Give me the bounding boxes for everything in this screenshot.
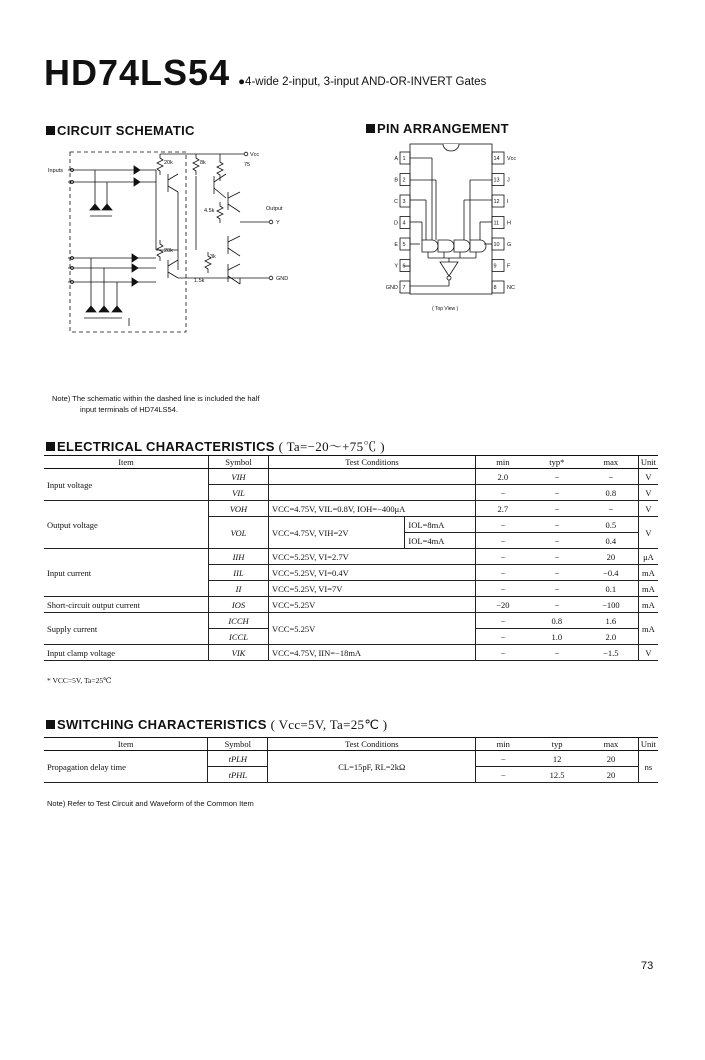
pin-signal: NC bbox=[507, 285, 515, 291]
unit-cell: V bbox=[638, 645, 658, 661]
pin-signal: B bbox=[394, 177, 398, 184]
max-cell: 20 bbox=[584, 549, 639, 565]
col-symbol: Symbol bbox=[209, 456, 269, 469]
item-cell: Input voltage bbox=[44, 469, 209, 501]
symbol-cell: VIK bbox=[209, 645, 269, 661]
max-cell: 20 bbox=[584, 767, 638, 783]
note-line-1: Note) The schematic within the dashed line is included the half bbox=[52, 394, 260, 403]
cond-cell: VCC=5.25V, VI=7V bbox=[269, 581, 476, 597]
symbol-cell: tPLH bbox=[208, 751, 268, 767]
col-item: Item bbox=[44, 738, 208, 751]
max-cell: 2.0 bbox=[584, 629, 639, 645]
pin-number: 3 bbox=[402, 199, 406, 205]
unit-cell: V bbox=[638, 485, 658, 501]
subcond-cell: IOL=8mA bbox=[405, 517, 475, 533]
unit-cell: V bbox=[638, 501, 658, 517]
pin-signal: GND bbox=[385, 285, 398, 291]
min-cell: − bbox=[475, 645, 530, 661]
pin-number: 11 bbox=[493, 220, 500, 227]
pin-number: 12 bbox=[493, 199, 500, 205]
circuit-schematic bbox=[44, 140, 304, 340]
typ-cell: − bbox=[530, 565, 584, 581]
col-min: min bbox=[475, 456, 530, 469]
table-row bbox=[44, 469, 658, 485]
min-cell: 2.7 bbox=[475, 501, 530, 517]
elec-header-row bbox=[44, 456, 658, 469]
item-cell: Output voltage bbox=[44, 501, 209, 549]
r3k-label: 3k bbox=[210, 254, 216, 260]
cond-cell: VCC=5.25V, VI=2.7V bbox=[269, 549, 476, 565]
table-row bbox=[44, 549, 658, 565]
min-cell: 2.0 bbox=[475, 469, 530, 485]
pin-arrangement-diagram bbox=[380, 140, 530, 318]
max-cell: −100 bbox=[584, 597, 639, 613]
typ-cell: − bbox=[530, 581, 584, 597]
min-cell: − bbox=[475, 581, 530, 597]
unit-cell: mA bbox=[638, 597, 658, 613]
min-cell: −20 bbox=[475, 597, 530, 613]
col-item: Item bbox=[44, 456, 209, 469]
title-block bbox=[44, 52, 486, 94]
pin-number: 6 bbox=[402, 263, 406, 270]
schematic-note bbox=[52, 393, 259, 415]
col-symbol: Symbol bbox=[208, 738, 268, 751]
unit-cell: mA bbox=[638, 581, 658, 597]
inputs-label: Inputs bbox=[48, 168, 63, 174]
max-cell: − bbox=[584, 501, 639, 517]
min-cell: − bbox=[476, 751, 530, 767]
min-cell: − bbox=[475, 517, 530, 533]
unit-cell: μA bbox=[638, 549, 658, 565]
part-description: ●4-wide 2-input, 3-input AND-OR-INVERT Gates bbox=[238, 76, 487, 88]
table-row bbox=[44, 501, 658, 517]
pin-signal: I bbox=[507, 199, 509, 205]
unit-cell: mA bbox=[638, 565, 658, 581]
pin-number: 5 bbox=[402, 242, 406, 248]
pin-number: 1 bbox=[402, 156, 406, 162]
circuit-schematic-heading: CIRCUIT SCHEMATIC bbox=[46, 123, 195, 138]
pin-signal: G bbox=[507, 242, 512, 248]
y-label: Y bbox=[276, 220, 280, 226]
pin-signal: D bbox=[394, 220, 398, 227]
symbol-cell: VOH bbox=[209, 501, 269, 517]
cond-cell: VCC=4.75V, IIN=−18mA bbox=[269, 645, 476, 661]
switching-characteristics-heading: SWITCHING CHARACTERISTICS ( Vcc=5V, Ta=25℃ ) bbox=[46, 717, 387, 733]
min-cell: − bbox=[475, 549, 530, 565]
item-cell: Propagation delay time bbox=[44, 751, 208, 783]
col-unit: Unit bbox=[638, 738, 658, 751]
item-cell: Short-circuit output current bbox=[44, 597, 209, 613]
typ-cell: 12 bbox=[530, 751, 584, 767]
max-cell: 1.6 bbox=[584, 613, 639, 629]
typ-cell: − bbox=[530, 485, 584, 501]
pin-signal: A bbox=[394, 156, 398, 162]
table-row bbox=[44, 645, 658, 661]
pin-signal: F bbox=[507, 263, 511, 270]
part-number: HD74LS54 bbox=[44, 52, 231, 93]
top-view-caption: ( Top View ) bbox=[432, 306, 459, 312]
typ-cell: − bbox=[530, 517, 584, 533]
pin-number: 10 bbox=[493, 242, 500, 248]
pin-number: 4 bbox=[402, 220, 406, 227]
typ-cell: 1.0 bbox=[530, 629, 584, 645]
cond-cell bbox=[269, 485, 476, 501]
typ-cell: 0.8 bbox=[530, 613, 584, 629]
pin-number: 2 bbox=[402, 177, 406, 184]
min-cell: − bbox=[475, 613, 530, 629]
switch-header-row bbox=[44, 738, 658, 751]
symbol-cell: tPHL bbox=[208, 767, 268, 783]
gnd-label: GND bbox=[276, 276, 289, 282]
pin-number: 9 bbox=[493, 263, 497, 270]
max-cell: −1.5 bbox=[584, 645, 639, 661]
pin-signal: Vcc bbox=[507, 156, 517, 162]
pin-signal: Y bbox=[394, 263, 398, 270]
r20k-bottom-label: 20k bbox=[164, 248, 173, 254]
max-cell: − bbox=[584, 469, 639, 485]
max-cell: 0.8 bbox=[584, 485, 639, 501]
symbol-cell: II bbox=[209, 581, 269, 597]
unit-cell: ns bbox=[638, 751, 658, 783]
pin-number: 8 bbox=[493, 285, 497, 291]
symbol-cell: ICCH bbox=[209, 613, 269, 629]
cond-cell: VCC=4.75V, VIL=0.8V, IOH=−400μA bbox=[269, 501, 476, 517]
pin-number: 7 bbox=[402, 285, 406, 291]
min-cell: − bbox=[475, 565, 530, 581]
r15k-label: 1.5k bbox=[194, 278, 205, 284]
note-line-2: input terminals of HD74LS54. bbox=[80, 405, 178, 414]
symbol-cell: ICCL bbox=[209, 629, 269, 645]
pin-number: 14 bbox=[493, 156, 500, 162]
typ-cell: − bbox=[530, 549, 584, 565]
max-cell: −0.4 bbox=[584, 565, 639, 581]
r8k-label: 8k bbox=[200, 160, 206, 166]
max-cell: 0.1 bbox=[584, 581, 639, 597]
r45k-label: 4.5k bbox=[204, 208, 215, 214]
r75-label: 75 bbox=[244, 162, 251, 168]
output-label: Output bbox=[266, 206, 283, 212]
pin-arrangement-heading: PIN ARRANGEMENT bbox=[366, 121, 509, 136]
symbol-cell: VOL bbox=[209, 517, 269, 549]
pin-signal: J bbox=[507, 177, 510, 184]
col-typ: typ bbox=[530, 738, 584, 751]
vcc-label: Vcc bbox=[250, 152, 260, 158]
cond-cell: VCC=5.25V bbox=[269, 597, 476, 613]
unit-cell: mA bbox=[638, 613, 658, 645]
pin-signal: C bbox=[394, 199, 398, 205]
table-row bbox=[44, 613, 658, 629]
pin-signal: E bbox=[394, 242, 398, 248]
col-max: max bbox=[584, 456, 639, 469]
pin-signal: H bbox=[507, 220, 511, 227]
cond-cell: VCC=4.75V, VIH=2V bbox=[269, 517, 405, 549]
col-min: min bbox=[476, 738, 530, 751]
min-cell: − bbox=[475, 629, 530, 645]
symbol-cell: VIL bbox=[209, 485, 269, 501]
typ-cell: 12.5 bbox=[530, 767, 584, 783]
typ-footnote: * VCC=5V, Ta=25℃ bbox=[47, 676, 112, 685]
min-cell: − bbox=[476, 767, 530, 783]
cond-cell: VCC=5.25V bbox=[269, 613, 476, 645]
table-row bbox=[44, 751, 658, 767]
symbol-cell: VIH bbox=[209, 469, 269, 485]
switching-characteristics-table bbox=[44, 737, 658, 783]
cond-cell: CL=15pF, RL=2kΩ bbox=[268, 751, 476, 783]
max-cell: 0.5 bbox=[584, 517, 639, 533]
max-cell: 20 bbox=[584, 751, 638, 767]
electrical-characteristics-heading: ELECTRICAL CHARACTERISTICS ( Ta=−20～+75℃ ) bbox=[46, 436, 385, 455]
item-cell: Supply current bbox=[44, 613, 209, 645]
col-max: max bbox=[584, 738, 638, 751]
item-cell: Input current bbox=[44, 549, 209, 597]
typ-cell: − bbox=[530, 597, 584, 613]
col-typ: typ* bbox=[530, 456, 584, 469]
symbol-cell: IOS bbox=[209, 597, 269, 613]
pin-number: 13 bbox=[493, 177, 500, 184]
electrical-characteristics-table bbox=[44, 455, 658, 661]
switching-note: Note) Refer to Test Circuit and Waveform of the Common Item bbox=[47, 799, 254, 808]
item-cell: Input clamp voltage bbox=[44, 645, 209, 661]
typ-cell: − bbox=[530, 469, 584, 485]
symbol-cell: IIH bbox=[209, 549, 269, 565]
subcond-cell: IOL=4mA bbox=[405, 533, 475, 549]
symbol-cell: IIL bbox=[209, 565, 269, 581]
unit-cell: V bbox=[638, 517, 658, 549]
typ-cell: − bbox=[530, 533, 584, 549]
cond-cell bbox=[269, 469, 476, 485]
typ-cell: − bbox=[530, 645, 584, 661]
page-number: 73 bbox=[641, 960, 654, 972]
col-conditions: Test Conditions bbox=[268, 738, 476, 751]
col-unit: Unit bbox=[638, 456, 658, 469]
cond-cell: VCC=5.25V, VI=0.4V bbox=[269, 565, 476, 581]
max-cell: 0.4 bbox=[584, 533, 639, 549]
col-conditions: Test Conditions bbox=[269, 456, 476, 469]
min-cell: − bbox=[475, 533, 530, 549]
typ-cell: − bbox=[530, 501, 584, 517]
r20k-label: 20k bbox=[164, 160, 173, 166]
table-row bbox=[44, 597, 658, 613]
min-cell: − bbox=[475, 485, 530, 501]
unit-cell: V bbox=[638, 469, 658, 485]
